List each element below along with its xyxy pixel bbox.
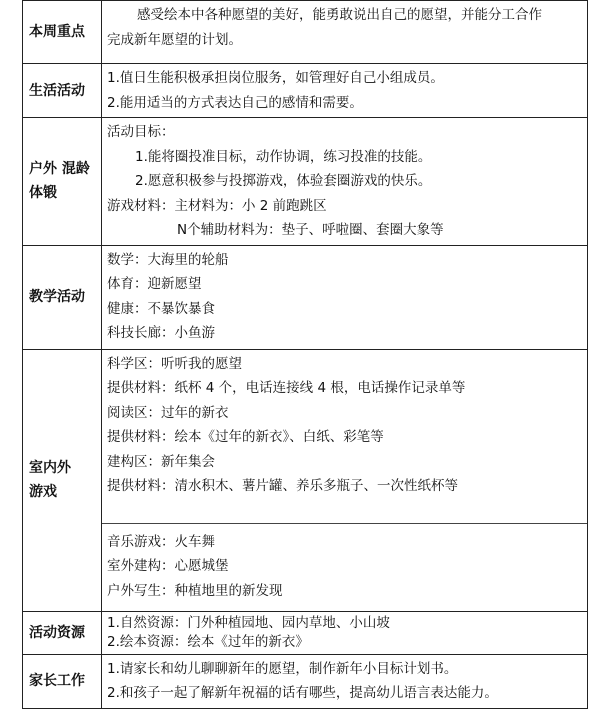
label-part: 体锻 (29, 185, 57, 202)
weekly-focus-content (102, 1, 588, 64)
goal-line: 1.能将圈投准目标，动作协调，练习投准的技能。 (135, 148, 432, 165)
indoor-line: 提供材料：清水积木、薯片罐、养乐多瓶子、一次性纸杯等 (107, 478, 458, 494)
activity-resources-content (102, 611, 588, 654)
row-weekly-focus (23, 1, 588, 64)
row-teaching-activities (23, 245, 588, 349)
row-label-games (23, 349, 102, 611)
row-label-life-activities: 生活活动 (23, 64, 102, 118)
label-part: 户外 混龄 (29, 161, 90, 178)
teaching-activities-content (102, 245, 588, 349)
teaching-line: 数学：大海里的轮船 (107, 251, 229, 268)
label-part: 室内外 (29, 460, 71, 476)
indoor-line: 阅读区：过年的新衣 (107, 404, 229, 421)
row-label-activity-resources: 活动资源 (23, 611, 102, 654)
section-divider (102, 523, 587, 524)
parent-line: 2.和孩子一起了解新年祝福的话有哪些，提高幼儿语言表达能力。 (107, 685, 498, 701)
parent-line: 1.请家长和幼儿聊聊新年的愿望，制作新年小目标计划书。 (107, 660, 458, 677)
teaching-line: 体育：迎新愿望 (107, 276, 202, 292)
indoor-line: 提供材料：纸杯 4 个，电话连接线 4 根，电话操作记录单等 (107, 380, 466, 396)
life-line: 2.能用适当的方式表达自己的感情和需要。 (107, 94, 363, 111)
teaching-line: 健康：不暴饮暴食 (107, 300, 215, 317)
row-label-parent-work: 家长工作 (23, 654, 102, 708)
blank-space (107, 499, 583, 515)
indoor-line: 建构区：新年集会 (107, 453, 215, 470)
resource-line: 2.绘本资源：绘本《过年的新衣》 (107, 633, 309, 650)
indoor-line: 提供材料：绘本《过年的新衣》、白纸、彩笔等 (107, 429, 384, 445)
material-aux: N个辅助材料为：垫子、呼啦圈、套圈大象等 (177, 222, 444, 238)
material-main: 游戏材料：主材料为：小 2 前跑跳区 (107, 197, 327, 214)
label-part: 游戏 (29, 484, 57, 500)
row-label-outdoor-exercise (23, 118, 102, 246)
games-content (102, 349, 588, 611)
focus-line: 完成新年愿望的计划。 (107, 31, 242, 48)
teaching-line: 科技长廊：小鱼游 (107, 325, 215, 341)
row-indoor-outdoor-games (23, 349, 588, 611)
parent-work-content (102, 654, 588, 708)
focus-line: 感受绘本中各种愿望的美好，能勇敢说出自己的愿望，并能分工合作 (137, 7, 542, 23)
resource-line: 1.自然资源：门外种植园地、园内草地、小山坡 (107, 614, 390, 631)
goal-title: 活动目标： (107, 124, 175, 140)
outdoor-exercise-content (102, 118, 588, 246)
row-life-activities (23, 64, 588, 118)
goal-line: 2.愿意积极参与投掷游戏，体验套圈游戏的快乐。 (135, 173, 432, 189)
indoor-line: 科学区：听听我的愿望 (107, 355, 242, 372)
outdoor-game-line: 户外写生：种植地里的新发现 (107, 582, 283, 599)
outdoor-game-line: 音乐游戏：火车舞 (107, 533, 215, 550)
life-activities-content (102, 64, 588, 118)
row-parent-work (23, 654, 588, 708)
row-label-teaching-activities: 教学活动 (23, 245, 102, 349)
row-activity-resources (23, 611, 588, 654)
row-label-weekly-focus: 本周重点 (23, 1, 102, 64)
weekly-plan-table (22, 0, 588, 709)
life-line: 1.值日生能积极承担岗位服务，如管理好自己小组成员。 (107, 70, 444, 86)
row-outdoor-exercise (23, 118, 588, 246)
outdoor-game-line: 室外建构：心愿城堡 (107, 558, 229, 574)
